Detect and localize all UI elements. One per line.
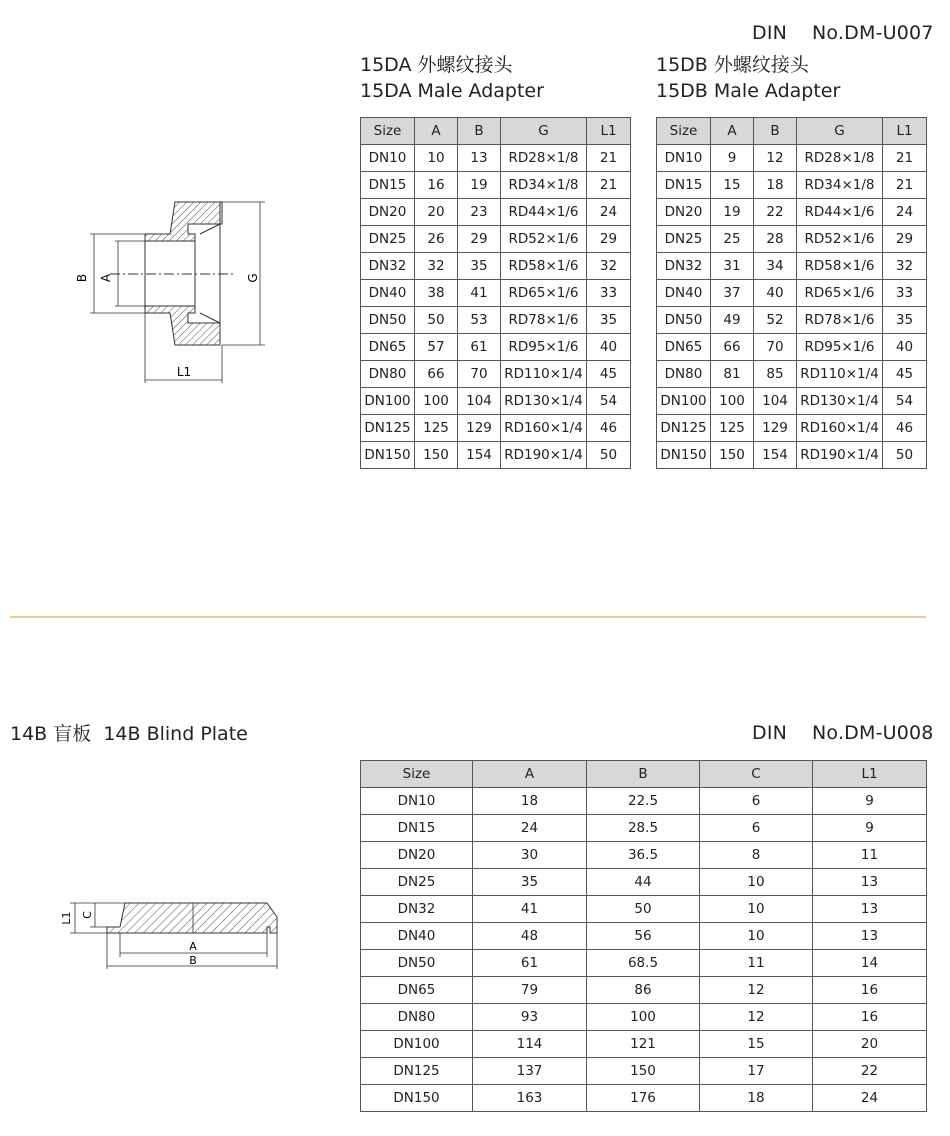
table-cell: 20 [415,199,458,226]
column-header: G [797,118,883,145]
table-cell: 29 [883,226,927,253]
table-cell: RD78×1/6 [501,307,587,334]
table-cell: 34 [754,253,797,280]
table-cell: 35 [473,869,587,896]
table-cell: DN100 [361,388,415,415]
title-15db-cn: 15DB 外螺纹接头 [656,54,809,76]
table-row [361,1031,927,1058]
table-cell: 24 [813,1085,927,1112]
table-row [361,842,927,869]
table-cell: DN25 [361,226,415,253]
table-row [361,415,631,442]
table-cell: 114 [473,1031,587,1058]
table-cell: DN65 [657,334,711,361]
table-cell: DN15 [361,815,473,842]
table-cell: 66 [415,361,458,388]
table-cell: 23 [458,199,501,226]
table-row [361,361,631,388]
table-cell: 35 [883,307,927,334]
table-cell: 85 [754,361,797,388]
table-row [657,280,927,307]
table-cell: 125 [711,415,754,442]
table-row [657,334,927,361]
table-cell: DN32 [361,896,473,923]
title-15da-en: 15DA Male Adapter [360,80,544,102]
table-cell: DN65 [361,334,415,361]
table-cell: 18 [700,1085,813,1112]
table-cell: 93 [473,1004,587,1031]
column-header: A [711,118,754,145]
table-cell: 21 [883,145,927,172]
table-cell: RD130×1/4 [797,388,883,415]
table-cell: 61 [458,334,501,361]
table-cell: 49 [711,307,754,334]
title-15db-en: 15DB Male Adapter [656,80,841,102]
section-divider [10,616,926,618]
table-cell: DN65 [361,977,473,1004]
title-14b-blind-plate: 14B 盲板 14B Blind Plate [10,723,248,745]
table-cell: 22.5 [587,788,700,815]
table-row [657,145,927,172]
table-cell: DN50 [657,307,711,334]
column-header: B [587,761,700,788]
table-row [657,226,927,253]
table-cell: DN100 [657,388,711,415]
table-cell: RD44×1/6 [501,199,587,226]
column-header: L1 [587,118,631,145]
table-cell: 66 [711,334,754,361]
table-cell: RD34×1/8 [797,172,883,199]
table-cell: RD65×1/6 [501,280,587,307]
table-cell: RD52×1/6 [797,226,883,253]
table-cell: RD28×1/8 [501,145,587,172]
table-cell: 22 [754,199,797,226]
table-cell: 10 [700,923,813,950]
table-cell: RD65×1/6 [797,280,883,307]
table-cell: DN40 [361,923,473,950]
table-cell: DN32 [361,253,415,280]
table-cell: 10 [700,869,813,896]
dim-label-a: A [189,940,197,953]
blind-plate-drawing [55,885,295,975]
table-cell: 54 [883,388,927,415]
table-row [657,253,927,280]
table-cell: DN150 [361,442,415,469]
spec-table-15da [360,117,631,469]
table-cell: RD58×1/6 [797,253,883,280]
table-cell: 57 [415,334,458,361]
column-header: Size [657,118,711,145]
table-cell: 53 [458,307,501,334]
table-cell: 18 [754,172,797,199]
table-cell: RD190×1/4 [797,442,883,469]
table-row [657,199,927,226]
table-cell: 36.5 [587,842,700,869]
table-cell: RD110×1/4 [797,361,883,388]
dim-label-l1: L1 [176,365,192,379]
table-cell: RD52×1/6 [501,226,587,253]
table-cell: 25 [711,226,754,253]
table-cell: 33 [883,280,927,307]
table-cell: RD34×1/8 [501,172,587,199]
table-cell: 41 [473,896,587,923]
table-row [657,442,927,469]
table-cell: DN50 [361,307,415,334]
table-cell: DN80 [361,1004,473,1031]
table-cell: 125 [415,415,458,442]
table-cell: 22 [813,1058,927,1085]
table-cell: 38 [415,280,458,307]
table-cell: 10 [700,896,813,923]
table-cell: 30 [473,842,587,869]
table-cell: 18 [473,788,587,815]
table-cell: 50 [587,442,631,469]
product-code-u007: DIN No.DM-U007 [752,22,934,44]
table-cell: 54 [587,388,631,415]
table-cell: DN50 [361,950,473,977]
table-cell: RD28×1/8 [797,145,883,172]
table-cell: 21 [883,172,927,199]
table-cell: 12 [700,1004,813,1031]
table-cell: 24 [473,815,587,842]
table-cell: 41 [458,280,501,307]
table-cell: 21 [587,172,631,199]
table-cell: RD110×1/4 [501,361,587,388]
table-cell: 35 [458,253,501,280]
table-cell: 35 [587,307,631,334]
table-cell: DN40 [657,280,711,307]
table-cell: 8 [700,842,813,869]
table-cell: 28.5 [587,815,700,842]
table-row [657,361,927,388]
table-row [361,334,631,361]
table-cell: DN100 [361,1031,473,1058]
table-row [361,950,927,977]
table-cell: 20 [813,1031,927,1058]
table-cell: 70 [458,361,501,388]
table-cell: RD95×1/6 [797,334,883,361]
table-cell: 16 [813,1004,927,1031]
table-cell: 17 [700,1058,813,1085]
table-cell: 24 [587,199,631,226]
table-cell: 154 [458,442,501,469]
table-cell: DN80 [657,361,711,388]
dim-label-c: C [81,911,94,919]
table-row [361,388,631,415]
table-row [361,1004,927,1031]
table-cell: 176 [587,1085,700,1112]
table-cell: 9 [813,788,927,815]
dim-label-l1: L1 [60,911,73,925]
table-cell: 48 [473,923,587,950]
column-header: L1 [883,118,927,145]
table-cell: 15 [700,1031,813,1058]
table-cell: 12 [700,977,813,1004]
dim-label-b: B [189,954,197,967]
table-cell: DN32 [657,253,711,280]
table-cell: 100 [415,388,458,415]
table-cell: 6 [700,815,813,842]
table-cell: 50 [587,896,700,923]
table-row [361,199,631,226]
column-header: Size [361,761,473,788]
table-cell: 32 [883,253,927,280]
table-cell: RD58×1/6 [501,253,587,280]
table-cell: DN25 [361,869,473,896]
table-cell: 26 [415,226,458,253]
column-header: A [473,761,587,788]
table-row [361,923,927,950]
table-cell: 28 [754,226,797,253]
table-cell: 32 [587,253,631,280]
column-header: L1 [813,761,927,788]
table-cell: 104 [754,388,797,415]
table-row [361,145,631,172]
table-cell: DN15 [361,172,415,199]
table-cell: 150 [711,442,754,469]
table-cell: 21 [587,145,631,172]
table-cell: RD130×1/4 [501,388,587,415]
table-cell: DN10 [361,145,415,172]
table-row [657,172,927,199]
table-row [361,896,927,923]
table-cell: 9 [813,815,927,842]
table-cell: 154 [754,442,797,469]
table-cell: 104 [458,388,501,415]
table-cell: 29 [587,226,631,253]
column-header: B [458,118,501,145]
table-row [657,388,927,415]
spec-table-14b [360,760,927,1112]
table-cell: 100 [711,388,754,415]
table-cell: 6 [700,788,813,815]
table-cell: 86 [587,977,700,1004]
table-cell: 12 [754,145,797,172]
table-cell: RD95×1/6 [501,334,587,361]
table-cell: 68.5 [587,950,700,977]
table-row [361,788,927,815]
table-cell: 11 [700,950,813,977]
table-cell: 52 [754,307,797,334]
table-cell: 16 [813,977,927,1004]
dim-label-b: B [75,273,89,283]
product-code-u008: DIN No.DM-U008 [752,722,934,744]
table-cell: 137 [473,1058,587,1085]
table-cell: 61 [473,950,587,977]
table-cell: 45 [587,361,631,388]
table-cell: 33 [587,280,631,307]
dim-label-a: A [99,273,113,283]
table-cell: DN10 [361,788,473,815]
table-cell: 14 [813,950,927,977]
table-cell: 79 [473,977,587,1004]
table-cell: 19 [711,199,754,226]
table-cell: DN20 [361,842,473,869]
table-cell: RD44×1/6 [797,199,883,226]
table-cell: DN125 [657,415,711,442]
table-cell: 81 [711,361,754,388]
table-row [361,442,631,469]
table-cell: RD190×1/4 [501,442,587,469]
table-row [361,869,927,896]
table-cell: 40 [883,334,927,361]
table-cell: DN150 [657,442,711,469]
table-cell: 40 [754,280,797,307]
table-cell: DN40 [361,280,415,307]
table-cell: 13 [813,896,927,923]
table-cell: 70 [754,334,797,361]
table-cell: DN125 [361,1058,473,1085]
table-cell: 37 [711,280,754,307]
table-cell: RD78×1/6 [797,307,883,334]
table-cell: DN20 [361,199,415,226]
table-cell: DN125 [361,415,415,442]
table-row [361,226,631,253]
table-cell: 50 [415,307,458,334]
spec-table-15db [656,117,927,469]
table-cell: RD160×1/4 [797,415,883,442]
table-cell: 24 [883,199,927,226]
column-header: Size [361,118,415,145]
table-cell: 13 [813,923,927,950]
table-cell: 129 [458,415,501,442]
table-row [657,415,927,442]
table-cell: DN150 [361,1085,473,1112]
table-cell: 46 [587,415,631,442]
table-cell: 10 [415,145,458,172]
table-cell: DN20 [657,199,711,226]
table-cell: 11 [813,842,927,869]
column-header: C [700,761,813,788]
table-cell: 40 [587,334,631,361]
table-cell: DN80 [361,361,415,388]
table-row [361,172,631,199]
table-cell: 44 [587,869,700,896]
table-cell: 19 [458,172,501,199]
table-cell: DN10 [657,145,711,172]
table-cell: 29 [458,226,501,253]
table-cell: 45 [883,361,927,388]
column-header: A [415,118,458,145]
table-row [361,307,631,334]
column-header: B [754,118,797,145]
table-cell: 150 [415,442,458,469]
table-row [361,1085,927,1112]
table-row [361,815,927,842]
table-cell: 50 [883,442,927,469]
table-cell: 129 [754,415,797,442]
table-cell: 9 [711,145,754,172]
table-cell: 15 [711,172,754,199]
table-cell: 46 [883,415,927,442]
table-cell: DN25 [657,226,711,253]
table-cell: 100 [587,1004,700,1031]
table-row [657,307,927,334]
table-cell: 32 [415,253,458,280]
table-cell: RD160×1/4 [501,415,587,442]
table-cell: 16 [415,172,458,199]
table-cell: 13 [458,145,501,172]
dim-label-g: G [246,273,260,283]
table-cell: 56 [587,923,700,950]
table-cell: DN15 [657,172,711,199]
table-row [361,1058,927,1085]
column-header: G [501,118,587,145]
table-row [361,977,927,1004]
table-cell: 150 [587,1058,700,1085]
table-cell: 31 [711,253,754,280]
title-15da-cn: 15DA 外螺纹接头 [360,54,513,76]
table-cell: 13 [813,869,927,896]
table-row [361,280,631,307]
table-cell: 121 [587,1031,700,1058]
table-row [361,253,631,280]
male-adapter-drawing [60,180,350,390]
table-cell: 163 [473,1085,587,1112]
